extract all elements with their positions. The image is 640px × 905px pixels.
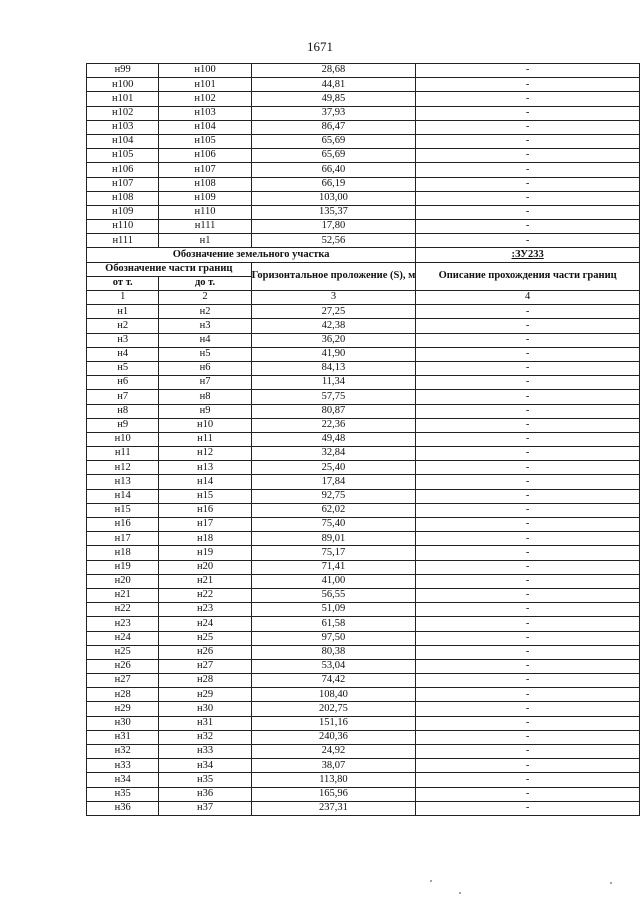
description-cell: -: [416, 234, 640, 248]
to-point-cell: н4: [159, 333, 251, 347]
from-point-cell: н9: [87, 418, 159, 432]
description-cell: -: [416, 177, 640, 191]
description-cell: -: [416, 688, 640, 702]
table-row: [87, 149, 640, 163]
description-cell: -: [416, 347, 640, 361]
to-point-cell: н108: [159, 177, 251, 191]
from-point-cell: н99: [87, 64, 159, 78]
column-header-row: [87, 262, 640, 276]
table-row: [87, 730, 640, 744]
column-number: 3: [251, 291, 416, 305]
description-cell: -: [416, 134, 640, 148]
to-point-cell: н107: [159, 163, 251, 177]
description-cell: -: [416, 361, 640, 375]
distance-cell: 32,84: [251, 447, 416, 461]
table-row: [87, 361, 640, 375]
distance-cell: 17,80: [251, 220, 416, 234]
to-point-cell: н36: [159, 787, 251, 801]
from-point-cell: н24: [87, 631, 159, 645]
to-point-cell: н14: [159, 475, 251, 489]
from-point-cell: н35: [87, 787, 159, 801]
distance-cell: 66,40: [251, 163, 416, 177]
from-point-cell: н6: [87, 376, 159, 390]
table-row: [87, 347, 640, 361]
description-cell: -: [416, 631, 640, 645]
description-cell: -: [416, 191, 640, 205]
to-point-cell: н17: [159, 518, 251, 532]
from-point-cell: н104: [87, 134, 159, 148]
table-row: [87, 376, 640, 390]
description-cell: -: [416, 546, 640, 560]
table-row: [87, 106, 640, 120]
distance-cell: 36,20: [251, 333, 416, 347]
to-point-cell: н30: [159, 702, 251, 716]
description-cell: -: [416, 801, 640, 815]
table-row: [87, 205, 640, 219]
to-point-cell: н21: [159, 574, 251, 588]
distance-cell: 202,75: [251, 702, 416, 716]
from-point-cell: н2: [87, 319, 159, 333]
from-point-cell: н29: [87, 702, 159, 716]
description-cell: -: [416, 106, 640, 120]
description-cell: -: [416, 475, 640, 489]
distance-cell: 51,09: [251, 603, 416, 617]
distance-cell: 41,90: [251, 347, 416, 361]
table-row: [87, 390, 640, 404]
table-row: [87, 759, 640, 773]
to-point-cell: н105: [159, 134, 251, 148]
table-row: [87, 674, 640, 688]
header-from-point: от т.: [87, 276, 159, 290]
from-point-cell: н20: [87, 574, 159, 588]
to-point-cell: н100: [159, 64, 251, 78]
table-row: [87, 617, 640, 631]
to-point-cell: н104: [159, 120, 251, 134]
to-point-cell: н26: [159, 645, 251, 659]
to-point-cell: н6: [159, 361, 251, 375]
distance-cell: 49,48: [251, 432, 416, 446]
description-cell: -: [416, 588, 640, 602]
distance-cell: 65,69: [251, 149, 416, 163]
distance-cell: 42,38: [251, 319, 416, 333]
from-point-cell: н102: [87, 106, 159, 120]
distance-cell: 37,93: [251, 106, 416, 120]
description-cell: -: [416, 333, 640, 347]
description-cell: -: [416, 120, 640, 134]
description-cell: -: [416, 730, 640, 744]
description-cell: -: [416, 674, 640, 688]
from-point-cell: н100: [87, 78, 159, 92]
distance-cell: 80,38: [251, 645, 416, 659]
from-point-cell: н15: [87, 503, 159, 517]
table-row: [87, 532, 640, 546]
description-cell: -: [416, 745, 640, 759]
table-row: [87, 134, 640, 148]
table-row: [87, 560, 640, 574]
scan-speck: [430, 880, 432, 882]
table-row: [87, 801, 640, 815]
header-horizontal-distance: Горизонтальное проложение (S), м: [251, 262, 416, 290]
table-row: [87, 220, 640, 234]
description-cell: -: [416, 574, 640, 588]
to-point-cell: н28: [159, 674, 251, 688]
description-cell: -: [416, 773, 640, 787]
table-row: [87, 120, 640, 134]
description-cell: -: [416, 659, 640, 673]
distance-cell: 65,69: [251, 134, 416, 148]
distance-cell: 53,04: [251, 659, 416, 673]
from-point-cell: н1: [87, 305, 159, 319]
distance-cell: 237,31: [251, 801, 416, 815]
description-cell: -: [416, 205, 640, 219]
from-point-cell: н101: [87, 92, 159, 106]
distance-cell: 52,56: [251, 234, 416, 248]
description-cell: -: [416, 759, 640, 773]
description-cell: -: [416, 92, 640, 106]
table-row: [87, 305, 640, 319]
distance-cell: 22,36: [251, 418, 416, 432]
table-row: [87, 631, 640, 645]
table-row: [87, 489, 640, 503]
table-row: [87, 518, 640, 532]
distance-cell: 56,55: [251, 588, 416, 602]
distance-cell: 97,50: [251, 631, 416, 645]
from-point-cell: н28: [87, 688, 159, 702]
table-row: [87, 432, 640, 446]
from-point-cell: н109: [87, 205, 159, 219]
from-point-cell: н31: [87, 730, 159, 744]
from-point-cell: н36: [87, 801, 159, 815]
table-row: [87, 475, 640, 489]
to-point-cell: н35: [159, 773, 251, 787]
to-point-cell: н25: [159, 631, 251, 645]
description-cell: -: [416, 503, 640, 517]
description-cell: -: [416, 390, 640, 404]
table-row: [87, 546, 640, 560]
to-point-cell: н2: [159, 305, 251, 319]
description-cell: -: [416, 518, 640, 532]
description-cell: -: [416, 404, 640, 418]
scan-speck: [610, 882, 612, 884]
from-point-cell: н7: [87, 390, 159, 404]
to-point-cell: н110: [159, 205, 251, 219]
to-point-cell: н9: [159, 404, 251, 418]
table-row: [87, 319, 640, 333]
distance-cell: 38,07: [251, 759, 416, 773]
distance-cell: 49,85: [251, 92, 416, 106]
distance-cell: 74,42: [251, 674, 416, 688]
description-cell: -: [416, 461, 640, 475]
to-point-cell: н111: [159, 220, 251, 234]
table-row: [87, 404, 640, 418]
to-point-cell: н101: [159, 78, 251, 92]
from-point-cell: н33: [87, 759, 159, 773]
page-number: 1671: [307, 39, 333, 54]
distance-cell: 108,40: [251, 688, 416, 702]
from-point-cell: н34: [87, 773, 159, 787]
table-row: [87, 645, 640, 659]
to-point-cell: н18: [159, 532, 251, 546]
header-to-point: до т.: [159, 276, 251, 290]
table-row: [87, 745, 640, 759]
distance-cell: 89,01: [251, 532, 416, 546]
table-row: [87, 574, 640, 588]
to-point-cell: н3: [159, 319, 251, 333]
to-point-cell: н33: [159, 745, 251, 759]
description-cell: -: [416, 560, 640, 574]
distance-cell: 61,58: [251, 617, 416, 631]
description-cell: -: [416, 532, 640, 546]
description-cell: -: [416, 645, 640, 659]
to-point-cell: н23: [159, 603, 251, 617]
description-cell: -: [416, 716, 640, 730]
description-cell: -: [416, 603, 640, 617]
description-cell: -: [416, 702, 640, 716]
from-point-cell: н111: [87, 234, 159, 248]
table-row: [87, 773, 640, 787]
from-point-cell: н16: [87, 518, 159, 532]
distance-cell: 71,41: [251, 560, 416, 574]
description-cell: -: [416, 319, 640, 333]
table-row: [87, 588, 640, 602]
table-row: [87, 702, 640, 716]
distance-cell: 103,00: [251, 191, 416, 205]
from-point-cell: н26: [87, 659, 159, 673]
from-point-cell: н108: [87, 191, 159, 205]
from-point-cell: н4: [87, 347, 159, 361]
to-point-cell: н16: [159, 503, 251, 517]
table-row: [87, 234, 640, 248]
from-point-cell: н11: [87, 447, 159, 461]
to-point-cell: н22: [159, 588, 251, 602]
to-point-cell: н109: [159, 191, 251, 205]
table-row: [87, 64, 640, 78]
to-point-cell: н31: [159, 716, 251, 730]
from-point-cell: н32: [87, 745, 159, 759]
boundary-table-top-section: [87, 64, 640, 248]
from-point-cell: н12: [87, 461, 159, 475]
description-cell: -: [416, 220, 640, 234]
table-row: [87, 447, 640, 461]
to-point-cell: н37: [159, 801, 251, 815]
distance-cell: 113,80: [251, 773, 416, 787]
description-cell: -: [416, 489, 640, 503]
description-cell: -: [416, 418, 640, 432]
description-cell: -: [416, 78, 640, 92]
column-number: 4: [416, 291, 640, 305]
table-row: [87, 78, 640, 92]
from-point-cell: н18: [87, 546, 159, 560]
distance-cell: 28,68: [251, 64, 416, 78]
to-point-cell: н11: [159, 432, 251, 446]
to-point-cell: н27: [159, 659, 251, 673]
distance-cell: 75,40: [251, 518, 416, 532]
plot-designation-label: Обозначение земельного участка: [87, 248, 416, 262]
to-point-cell: н19: [159, 546, 251, 560]
distance-cell: 41,00: [251, 574, 416, 588]
to-point-cell: н15: [159, 489, 251, 503]
table-row: [87, 461, 640, 475]
distance-cell: 44,81: [251, 78, 416, 92]
plot-designation-value: :ЗУ233: [416, 248, 640, 262]
to-point-cell: н20: [159, 560, 251, 574]
distance-cell: 11,34: [251, 376, 416, 390]
to-point-cell: н10: [159, 418, 251, 432]
table-row: [87, 163, 640, 177]
distance-cell: 57,75: [251, 390, 416, 404]
distance-cell: 75,17: [251, 546, 416, 560]
description-cell: -: [416, 305, 640, 319]
table-row: [87, 503, 640, 517]
distance-cell: 25,40: [251, 461, 416, 475]
table-row: [87, 659, 640, 673]
to-point-cell: н103: [159, 106, 251, 120]
distance-cell: 24,92: [251, 745, 416, 759]
description-cell: -: [416, 149, 640, 163]
distance-cell: 17,84: [251, 475, 416, 489]
to-point-cell: н32: [159, 730, 251, 744]
from-point-cell: н13: [87, 475, 159, 489]
description-cell: -: [416, 787, 640, 801]
column-number: 2: [159, 291, 251, 305]
table-row: [87, 716, 640, 730]
table-row: [87, 333, 640, 347]
from-point-cell: н105: [87, 149, 159, 163]
distance-cell: 84,13: [251, 361, 416, 375]
from-point-cell: н10: [87, 432, 159, 446]
distance-cell: 135,37: [251, 205, 416, 219]
distance-cell: 92,75: [251, 489, 416, 503]
from-point-cell: н30: [87, 716, 159, 730]
description-cell: -: [416, 64, 640, 78]
to-point-cell: н29: [159, 688, 251, 702]
distance-cell: 86,47: [251, 120, 416, 134]
from-point-cell: н107: [87, 177, 159, 191]
from-point-cell: н25: [87, 645, 159, 659]
boundary-table: [86, 63, 640, 816]
description-cell: -: [416, 163, 640, 177]
to-point-cell: н7: [159, 376, 251, 390]
from-point-cell: н21: [87, 588, 159, 602]
from-point-cell: н27: [87, 674, 159, 688]
to-point-cell: н12: [159, 447, 251, 461]
to-point-cell: н106: [159, 149, 251, 163]
table-row: [87, 688, 640, 702]
to-point-cell: н102: [159, 92, 251, 106]
description-cell: -: [416, 617, 640, 631]
to-point-cell: н34: [159, 759, 251, 773]
distance-cell: 62,02: [251, 503, 416, 517]
table-row: [87, 177, 640, 191]
from-point-cell: н8: [87, 404, 159, 418]
from-point-cell: н103: [87, 120, 159, 134]
to-point-cell: н8: [159, 390, 251, 404]
distance-cell: 80,87: [251, 404, 416, 418]
table-row: [87, 92, 640, 106]
table-row: [87, 191, 640, 205]
description-cell: -: [416, 376, 640, 390]
from-point-cell: н106: [87, 163, 159, 177]
distance-cell: 66,19: [251, 177, 416, 191]
from-point-cell: н3: [87, 333, 159, 347]
distance-cell: 240,36: [251, 730, 416, 744]
from-point-cell: н22: [87, 603, 159, 617]
boundary-table-header: [87, 248, 640, 305]
plot-designation-row: [87, 248, 640, 262]
distance-cell: 27,25: [251, 305, 416, 319]
from-point-cell: н110: [87, 220, 159, 234]
header-boundary-parts: Обозначение части границ: [87, 262, 252, 276]
to-point-cell: н13: [159, 461, 251, 475]
description-cell: -: [416, 432, 640, 446]
from-point-cell: н14: [87, 489, 159, 503]
distance-cell: 151,16: [251, 716, 416, 730]
from-point-cell: н5: [87, 361, 159, 375]
table-row: [87, 787, 640, 801]
from-point-cell: н19: [87, 560, 159, 574]
scan-speck: [459, 892, 461, 894]
description-cell: -: [416, 447, 640, 461]
to-point-cell: н1: [159, 234, 251, 248]
to-point-cell: н24: [159, 617, 251, 631]
boundary-table-bottom-section: [87, 305, 640, 816]
from-point-cell: н23: [87, 617, 159, 631]
table-row: [87, 603, 640, 617]
from-point-cell: н17: [87, 532, 159, 546]
to-point-cell: н5: [159, 347, 251, 361]
column-number: 1: [87, 291, 159, 305]
header-description: Описание прохождения части границ: [416, 262, 640, 290]
table-row: [87, 418, 640, 432]
column-number-row: [87, 291, 640, 305]
distance-cell: 165,96: [251, 787, 416, 801]
